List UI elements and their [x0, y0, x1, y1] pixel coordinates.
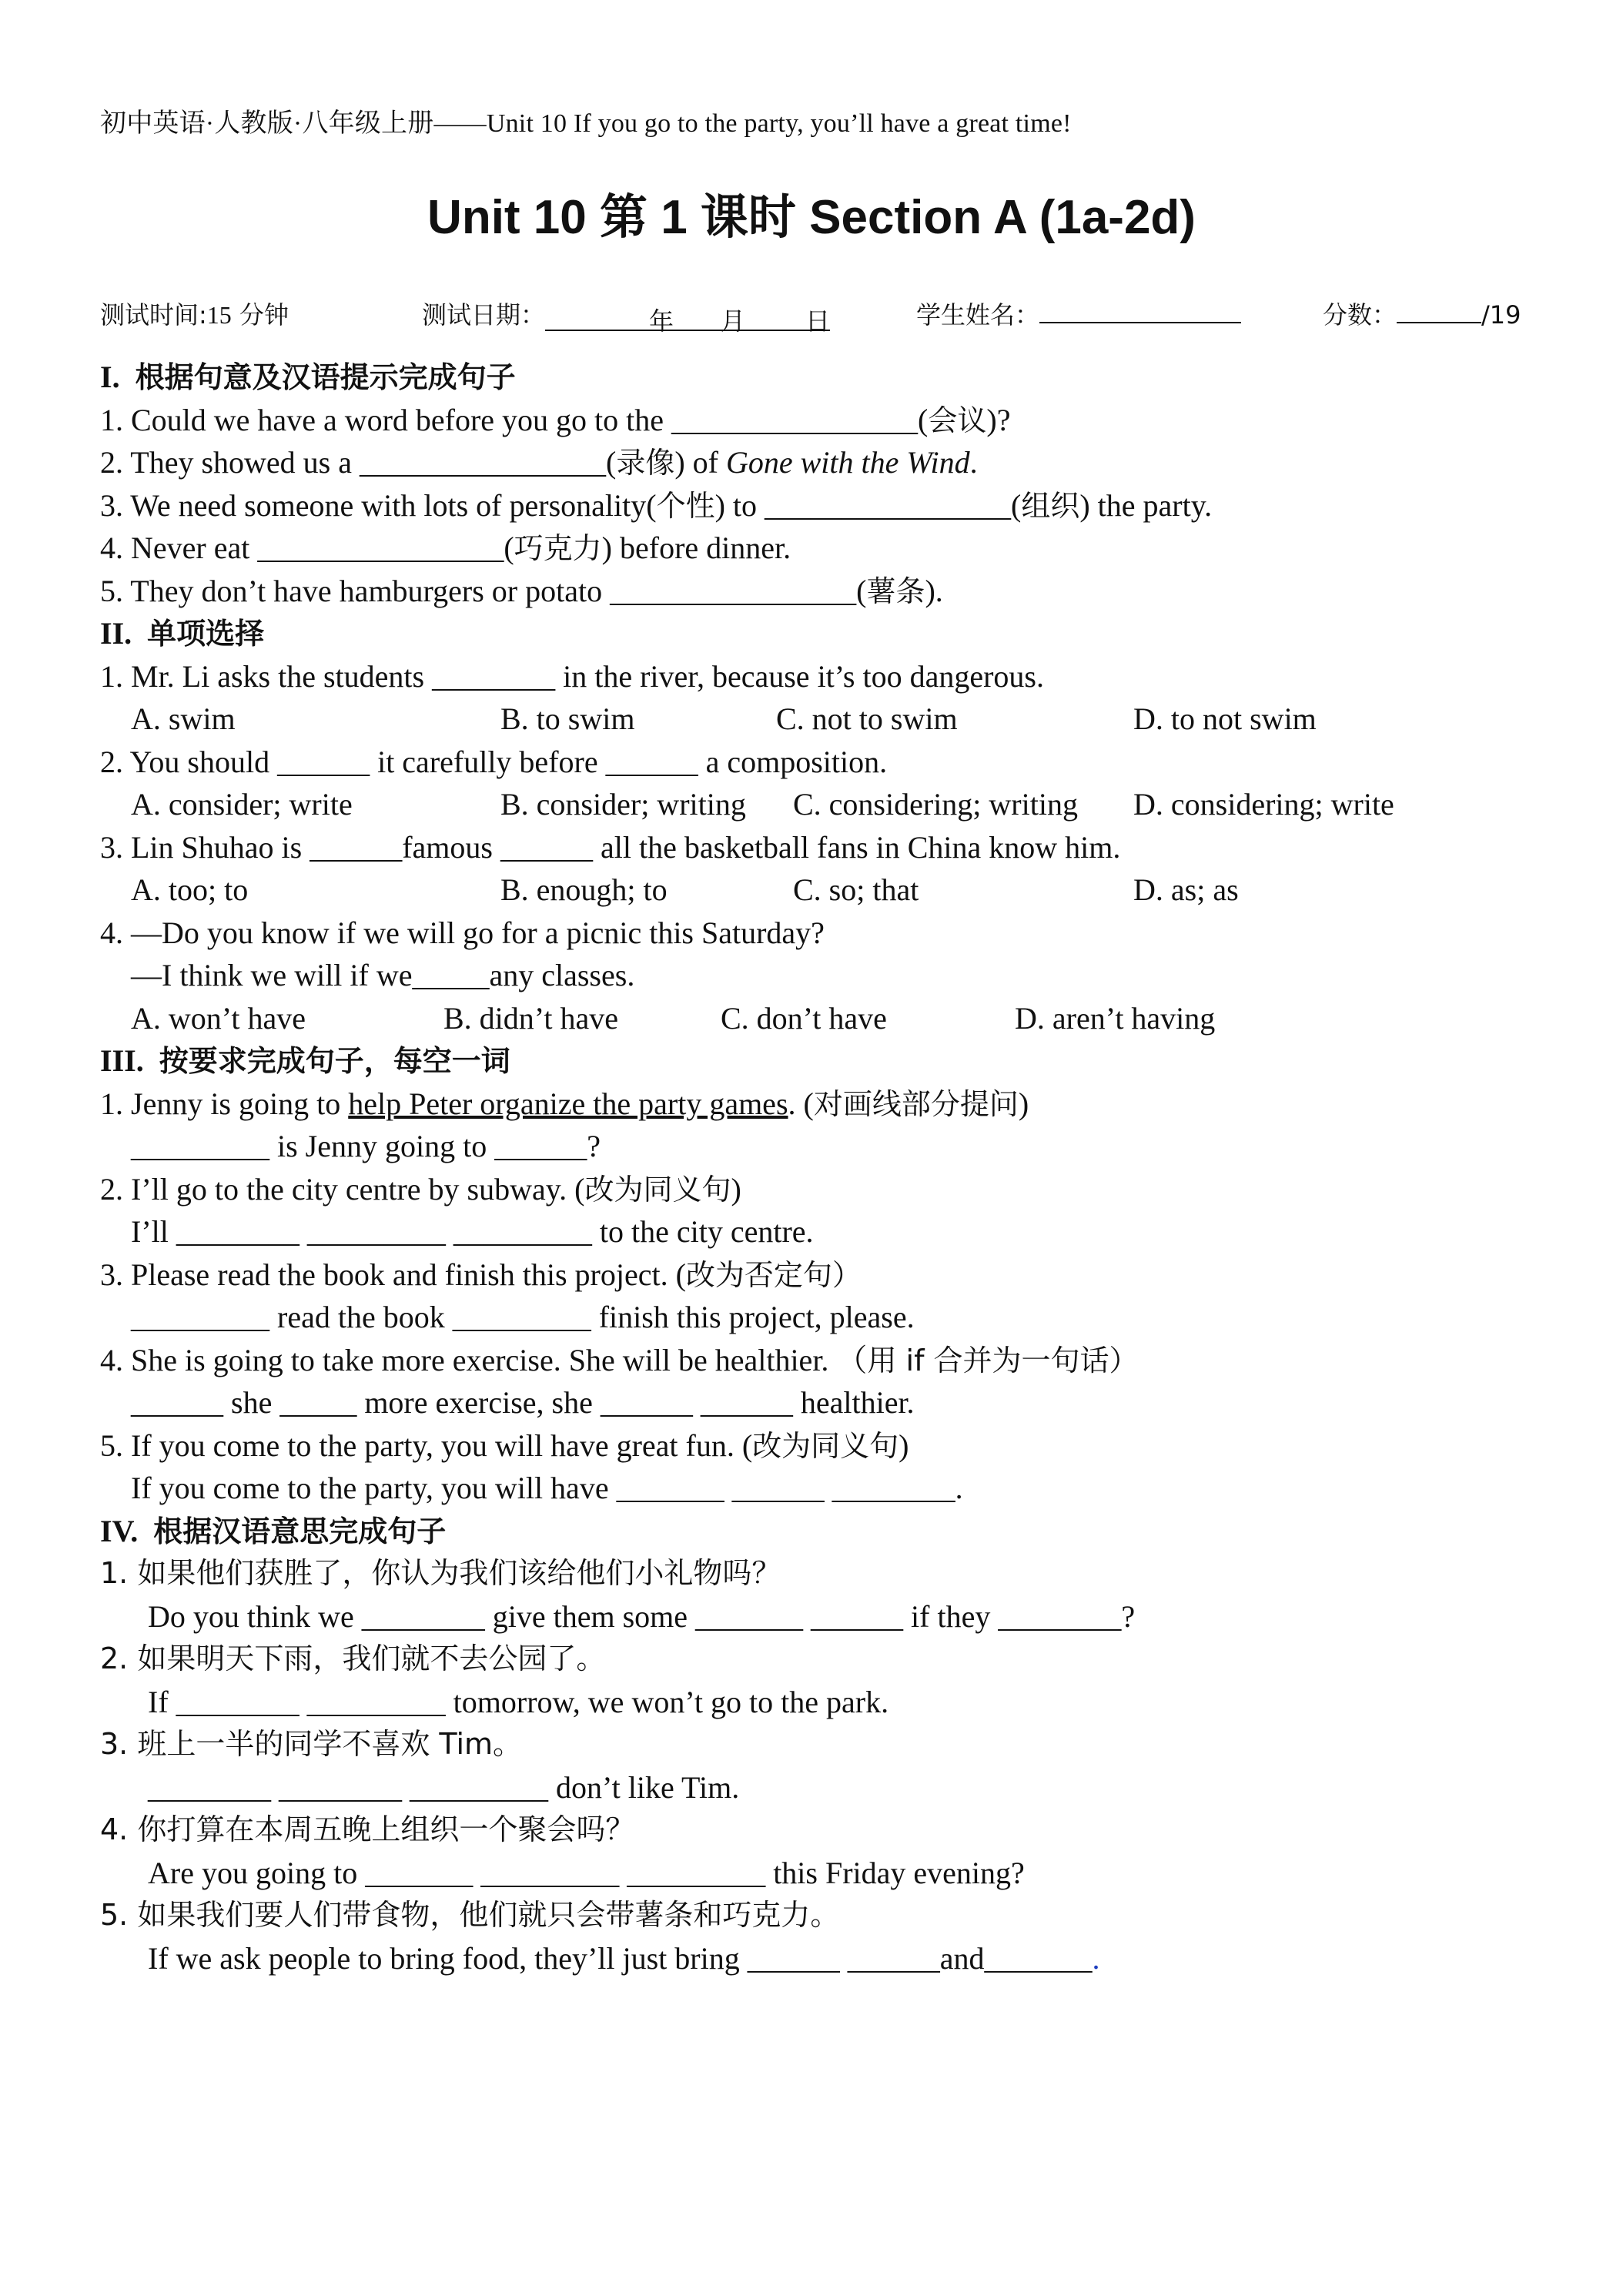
s4-question-1: 1. 如果他们获胜了，你认为我们该给他们小礼物吗？	[100, 1556, 781, 1590]
test-time-field	[100, 296, 289, 331]
option-a[interactable]: A. swim	[131, 701, 236, 736]
s4-answer-2[interactable]: If ________ _________ tomorrow, we won’t go to the park.	[148, 1684, 889, 1719]
s4-question-2: 2. 如果明天下雨，我们就不去公园了。	[100, 1642, 606, 1675]
student-name-input[interactable]	[1039, 296, 1241, 323]
s1-question-3: 3. We need someone with lots of personality(个性) to ________________(组织) the party.	[100, 487, 1213, 523]
s1-question-5: 5. They don’t have hamburgers or potato ________________(薯条).	[100, 573, 943, 608]
score-field	[1323, 296, 1521, 331]
test-info-row	[100, 296, 1532, 334]
s2-question-2-options	[100, 783, 1563, 826]
answer-end-period: .	[1092, 1940, 1100, 1976]
running-header: 初中英语·人教版·八年级上册——Unit 10 If you go to the party, you’ll have a great time!	[100, 109, 1072, 138]
option-c[interactable]: C. don’t have	[721, 1000, 887, 1036]
page-title: Unit 10 第 1 课时 Section A (1a-2d)	[427, 191, 1196, 244]
option-b[interactable]: B. consider; writing	[500, 787, 746, 822]
date-month-label: 月	[721, 306, 746, 336]
s3-answer-3[interactable]: _________ read the book _________ finish this project, please.	[131, 1300, 915, 1334]
option-a[interactable]: A. won’t have	[131, 1000, 306, 1036]
s2-question-2-stem: 2. You should ______ it carefully before ______ a composition.	[100, 744, 888, 779]
s3-question-1: 1. Jenny is going to help Peter organize the party games. (对画线部分提问)	[100, 1086, 1029, 1121]
section-4-heading: IV. 根据汉语意思完成句子	[100, 1513, 447, 1548]
option-a[interactable]: A. too; to	[131, 872, 249, 907]
s2-question-3-options	[100, 869, 1563, 912]
test-time-unit: 分钟	[239, 300, 289, 330]
student-name-field	[916, 296, 1241, 331]
s4-answer-5[interactable]: If we ask people to bring food, they’ll just bring ______ ______and_______.	[148, 1940, 1100, 1976]
date-day-label: 日	[805, 306, 831, 336]
s2-question-4-stem: 4. —Do you know if we will go for a picnic this Saturday?	[100, 915, 825, 950]
s2-question-1-stem: 1. Mr. Li asks the students ________ in the river, because it’s too dangerous.	[100, 658, 1044, 694]
s3-answer-2[interactable]: I’ll ________ _________ _________ to the city centre.	[131, 1214, 814, 1249]
s2-question-4-stem-2: —I think we will if we_____any classes.	[131, 958, 635, 992]
section-1-heading: I. 根据句意及汉语提示完成句子	[100, 360, 516, 394]
option-b[interactable]: B. to swim	[500, 701, 635, 736]
s4-answer-1[interactable]: Do you think we ________ give them some _______ ______ if they ________?	[148, 1598, 1136, 1634]
test-date-field	[422, 296, 831, 336]
s4-question-5: 5. 如果我们要人们带食物，他们就只会带薯条和巧克力。	[100, 1898, 840, 1932]
s2-question-3-stem: 3. Lin Shuhao is ______famous ______ all the basketball fans in China know him.	[100, 829, 1121, 865]
s3-question-4: 4. She is going to take more exercise. She will be healthier. （用 if 合并为一句话）	[100, 1342, 1139, 1377]
s1-question-2: 2. They showed us a ________________(录像) of Gone with the Wind.	[100, 445, 978, 480]
test-date-label: 测试日期：	[422, 300, 546, 330]
s1-question-4: 4. Never eat ________________(巧克力) before dinner.	[100, 530, 791, 565]
option-b[interactable]: B. didn’t have	[443, 1000, 619, 1036]
score-label: 分数：	[1323, 300, 1397, 330]
s1-question-1: 1. Could we have a word before you go to the ________________(会议)?	[100, 402, 1011, 437]
s4-question-4: 4. 你打算在本周五晚上组织一个聚会吗？	[100, 1812, 635, 1846]
option-c[interactable]: C. not to swim	[776, 701, 958, 736]
score-total: /19	[1481, 300, 1521, 330]
s3-answer-1[interactable]: _________ is Jenny going to ______?	[131, 1129, 601, 1163]
option-c[interactable]: C. considering; writing	[793, 787, 1078, 822]
test-time-label: 测试时间:	[100, 300, 207, 330]
s3-question-2: 2. I’ll go to the city centre by subway. (改为同义句)	[100, 1171, 741, 1207]
student-name-label: 学生姓名：	[916, 300, 1040, 330]
date-year-label: 年	[649, 306, 674, 336]
section-2-heading: II. 单项选择	[100, 616, 265, 651]
s4-answer-3[interactable]: ________ ________ _________ don’t like Tim.	[148, 1769, 740, 1805]
score-input[interactable]	[1397, 296, 1481, 323]
s2-question-4-options	[100, 997, 1563, 1040]
s3-question-3: 3. Please read the book and finish this project. (改为否定句）	[100, 1257, 862, 1292]
s3-question-5: 5. If you come to the party, you will have great fun. (改为同义句)	[100, 1427, 909, 1463]
s4-answer-4[interactable]: Are you going to _______ _________ _________ this Friday evening?	[148, 1855, 1025, 1890]
s3-answer-4[interactable]: ______ she _____ more exercise, she ______ ______ healthier.	[131, 1385, 915, 1420]
option-d[interactable]: D. to not swim	[1133, 701, 1317, 736]
option-c[interactable]: C. so; that	[793, 872, 919, 907]
test-time-value: 15	[206, 301, 232, 329]
option-b[interactable]: B. enough; to	[500, 872, 668, 907]
option-a[interactable]: A. consider; write	[131, 787, 353, 822]
underlined-phrase: help Peter organize the party games	[348, 1086, 788, 1121]
s2-question-1-options	[100, 698, 1563, 741]
test-date-input[interactable]	[545, 302, 831, 336]
s3-answer-5[interactable]: If you come to the party, you will have _______ ______ ________.	[131, 1471, 963, 1505]
s4-question-3: 3. 班上一半的同学不喜欢 Tim。	[100, 1727, 523, 1761]
worksheet-content	[100, 356, 1563, 1980]
option-d[interactable]: D. aren’t having	[1015, 1000, 1216, 1036]
option-d[interactable]: D. as; as	[1133, 872, 1239, 907]
option-d[interactable]: D. considering; write	[1133, 787, 1394, 822]
section-3-heading: III. 按要求完成句子，每空一词	[100, 1043, 510, 1078]
